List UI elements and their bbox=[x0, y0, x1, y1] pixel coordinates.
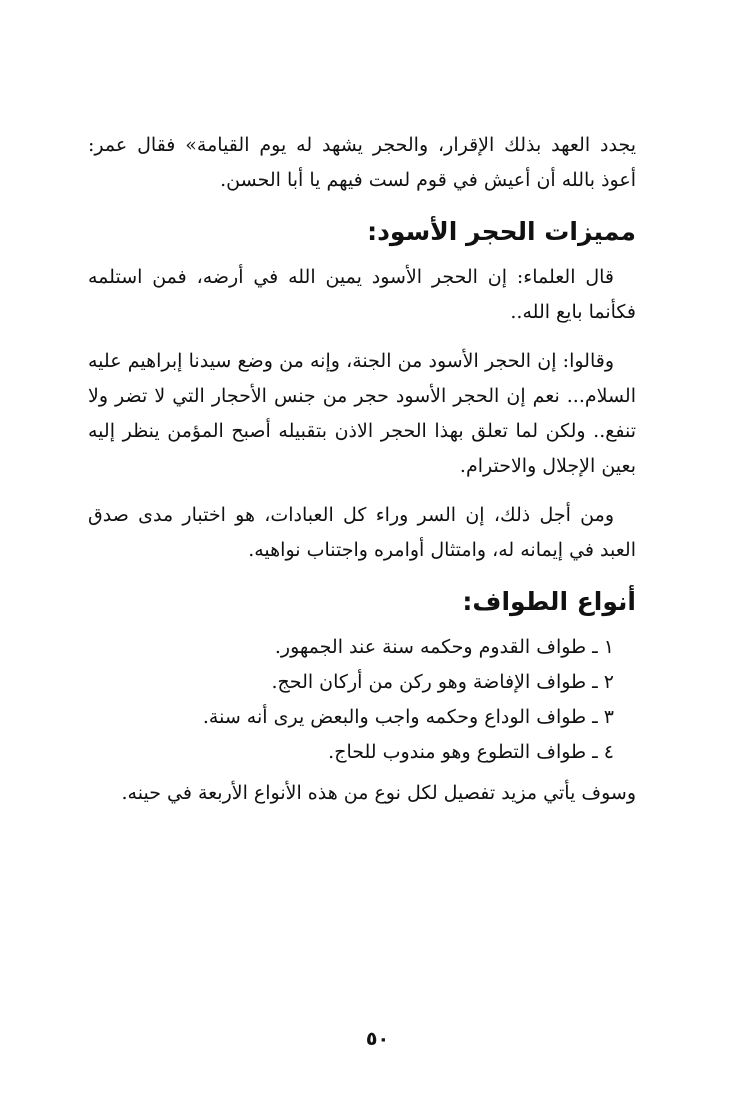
page-body bbox=[88, 128, 636, 811]
paragraph-secret: ومن أجل ذلك، إن السر وراء كل العبادات، هو اختبار مدى صدق العبد في إيمانه له، وامتثال أوامره واجتناب نواهيه. bbox=[88, 504, 636, 561]
paragraph-closing: وسوف يأتي مزيد تفصيل لكل نوع من هذه الأنواع الأربعة في حينه. bbox=[121, 782, 636, 804]
list-item-number: ١ ـ bbox=[592, 636, 614, 658]
list-item-number: ٤ ـ bbox=[592, 741, 614, 763]
list-item-text: طواف الوداع وحكمه واجب والبعض يرى أنه سنة. bbox=[202, 706, 587, 728]
page-number: ٥٠ bbox=[365, 1028, 390, 1050]
list-item-number: ٢ ـ bbox=[592, 671, 614, 693]
list-item bbox=[88, 700, 614, 735]
list-item bbox=[88, 735, 614, 770]
list-item-text: طواف القدوم وحكمه سنة عند الجمهور. bbox=[274, 636, 587, 658]
list-item bbox=[88, 630, 614, 665]
section-heading-tawaf-types: أنواع الطواف: bbox=[462, 587, 636, 616]
tawaf-types-list bbox=[88, 630, 636, 770]
list-item-text: طواف الإفاضة وهو ركن من أركان الحج. bbox=[271, 671, 587, 693]
list-item-text: طواف التطوع وهو مندوب للحاج. bbox=[328, 741, 587, 763]
list-item-number: ٣ ـ bbox=[592, 706, 614, 728]
paragraph-scholars: قال العلماء: إن الحجر الأسود يمين الله في أرضه، فمن استلمه فكأنما بايع الله.. bbox=[88, 266, 636, 323]
paragraph-paradise: وقالوا: إن الحجر الأسود من الجنة، وإنه من وضع سيدنا إبراهيم عليه السلام... نعم إن الحجر الأسود حجر من جنس الأحجار التي لا تضر ولا تنفع.. ولكن لما تعلق بهذا الحجر الاذن بتقبيله أصبح المؤمن ينظر إليه بعين الإجلال والاحترام. bbox=[88, 350, 636, 477]
section-heading-black-stone: مميزات الحجر الأسود: bbox=[367, 217, 636, 246]
list-item bbox=[88, 665, 614, 700]
paragraph-intro: يجدد العهد بذلك الإقرار، والحجر يشهد له يوم القيامة» فقال عمر: أعوذ بالله أن أعيش في قوم لست فيهم يا أبا الحسن. bbox=[88, 134, 636, 191]
